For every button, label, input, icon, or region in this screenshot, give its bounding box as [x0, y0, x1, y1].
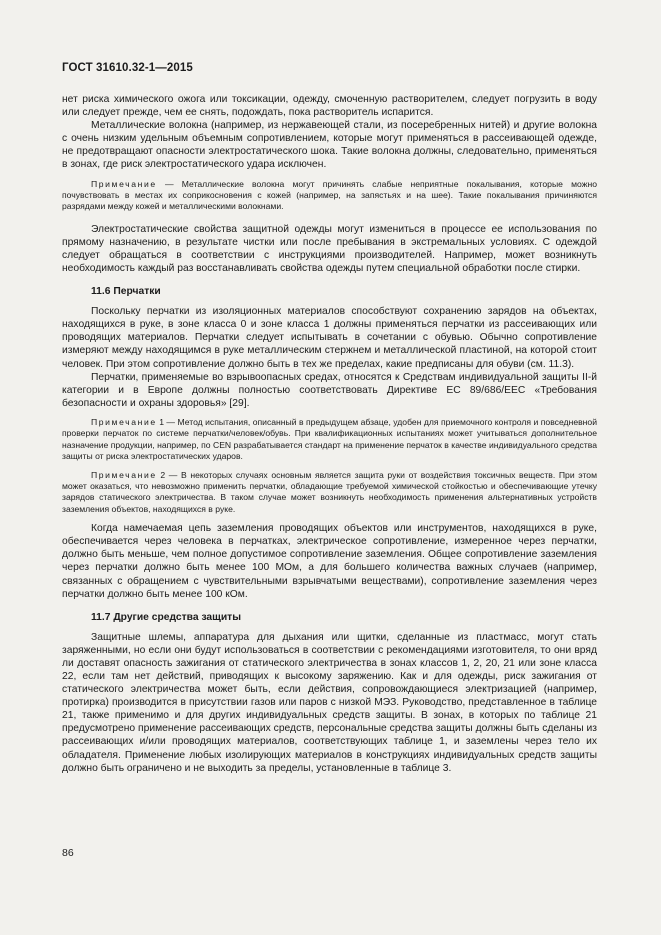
note-text: 1 — Метод испытания, описанный в предыдущем абзаце, удобен для приемочного контроля и повседневной проверки перчаток по системе перчатки/человек/обувь. При квалификационных испытаниях может учитываться дополнительное назначение продукции, например, по CEN разрабатывается стандарт на применение перчаток в качестве индивидуального средства защиты от риска электростатических ударов.	[62, 416, 597, 462]
page-number: 86	[62, 847, 74, 859]
paragraph-other-protection: Защитные шлемы, аппаратура для дыхания или щитки, сделанные из пластмасс, могут стать заряженными, но если они будут использоваться в соответствии с рекомендациями изготовителя, то они вряд ли доставят опасность зажигания от статического электричества в зонах классов 1, 2, 20, 21 или зоне класса 22, если там нет действий, приводящих к высокому заряжению. Как и для одежды, риск зажигания от статического электричества может быть, если действия, сопровождающиеся электризацией (например, протирка) производится в присутствии газов или паров с низкой МЭЗ. Руководство, представленное в таблице 21, также применимо и для других индивидуальных средств защиты. В зонах, в которых по таблице 21 предусмотрено применение рассеивающих средств, персональные средства защиты должны быть сделаны из рассеивающих и/или проводящих материалов, соответствующих таблице 1, и заземлены через тело их обладателя. Применение любых изолирующих материалов в конструкциях индивидуальных средств защиты должно быть ограничено и не выходить за пределы, установленные в таблице 3.	[62, 631, 597, 774]
standard-header: ГОСТ 31610.32-1—2015	[62, 62, 193, 74]
paragraph-grounding-resistance: Когда намечаемая цепь заземления проводящих объектов или инструментов, находящихся в руке, обеспечивается через человека в перчатках, электрическое сопротивление, измеренное через перчатки, должно быть меньше, чем полное допустимое сопротивление заземления. Общее сопротивление заземления через перчатки должно быть менее 100 МОм, а для большего количества важных случаев (например, связанных с обращением с чувствительными взрывчатыми веществами), сопротивление заземления через перчатки должно быть менее 100 кОм.	[62, 523, 597, 600]
note-text: — Металлические волокна могут причинять слабые неприятные покалывания, которые можно почувствовать в местах их соприкосновения с кожей (например, на запястьях и на шее). Такие покалывания причиняются разрядами между кожей и металлическими волокнами.	[62, 178, 597, 212]
note-gloves-2	[62, 470, 597, 516]
note-label: Примечание	[91, 469, 157, 480]
note-label: Примечание	[91, 416, 157, 427]
section-heading-other-protection: 11.7 Другие средства защиты	[91, 611, 242, 623]
note-text: 2 — В некоторых случаях основным является защита руки от воздействия токсичных веществ. При этом может оказаться, что невозможно применить перчатки, обладающие требуемой химической стойкостью и обеспечивающие утечку зарядов статического электричества. В таком случае может возникнуть необходимость применения альтернативных устройств заземления объектов, находящихся в руке.	[62, 469, 597, 514]
note-metal-fibers	[62, 179, 597, 213]
paragraph-electrostatic-properties: Электростатические свойства защитной одежды могут измениться в процессе ее использования по прямому назначению, в результате чистки или после пребывания в экстремальных условиях. С одеждой следует обращаться в соответствии с инструкциями производителей. Например, может возникнуть необходимость каждый раз восстанавливать свойства одежды путем специальной обработки после стирки.	[62, 223, 597, 275]
paragraph-metal-fibers: Металлические волокна (например, из нержавеющей стали, из посеребренных нитей) и другие волокна с очень низким удельным объемным сопротивлением, которые могут применяться в рассеивающей одежде, не предотвращают опасности электростатического шока. Такие волокна должны, следовательно, применяться в зонах, где риск электростатического удара исключен.	[62, 120, 597, 171]
paragraph-continuation: нет риска химического ожога или токсикации, одежду, смоченную растворителем, следует погрузить в воду или следует прежде, чем ее снять, подождать, пока растворитель испарится.	[62, 94, 597, 119]
section-heading-gloves: 11.6 Перчатки	[91, 286, 161, 298]
note-label: Примечание	[91, 178, 157, 189]
paragraph-gloves-directive: Перчатки, применяемые во взрывоопасных средах, относятся к Средствам индивидуальной защиты II-й категории и в Европе должны полностью соответствовать Директиве ЕС 89/686/EEC «Требования безопасности и охраны здоровья» [29].	[62, 371, 597, 409]
note-gloves-1	[62, 417, 597, 463]
document-body	[62, 93, 597, 775]
paragraph-gloves-materials: Поскольку перчатки из изоляционных материалов способствуют сохранению зарядов на объектах, находящихся в руке, в зоне класса 0 и зоне класса 1 должны применяться перчатки из рассеивающих или проводящих материалов. Перчатки следует испытывать в сочетании с обувью. Обычно сопротивление измеряют между находящимся в руке металлическим стержнем и металлической пластиной, на которой стоит человек. При этом сопротивление должно быть в тех же пределах, какие предписаны для обуви (см. 11.3).	[62, 306, 597, 370]
